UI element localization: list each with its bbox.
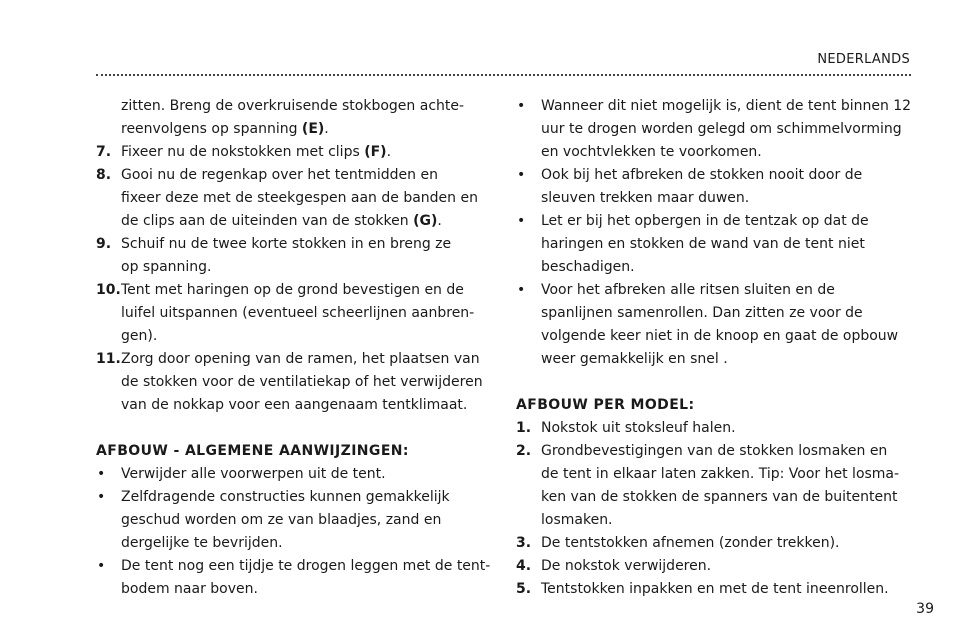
left-column: [96, 95, 496, 601]
item-text: [541, 417, 916, 440]
text-line: [121, 532, 496, 555]
text-segment: ken van de stokken de spanners van de buitentent: [541, 489, 898, 505]
text-segment: de tent in elkaar laten zakken. Tip: Voor het losma-: [541, 466, 900, 482]
text-line: [541, 95, 916, 118]
general-instructions-list: [96, 463, 496, 601]
text-segment: dergelijke te bevrijden.: [121, 535, 283, 551]
text-segment: De nokstok verwijderen.: [541, 558, 712, 574]
item-text: [541, 279, 916, 371]
item-text: [541, 532, 916, 555]
text-segment: fixeer deze met de steekgespen aan de banden en: [121, 190, 478, 206]
text-segment: Nokstok uit stoksleuf halen.: [541, 420, 736, 436]
text-segment: de stokken voor de ventilatiekap of het verwijderen: [121, 374, 483, 390]
item-text: [541, 440, 916, 532]
step-number: 4.: [516, 558, 532, 574]
text-segment: spanlijnen samenrollen. Dan zitten ze voor de: [541, 305, 863, 321]
text-line: [121, 348, 496, 371]
text-segment: sleuven trekken maar duwen.: [541, 190, 750, 206]
text-line: [541, 256, 916, 279]
text-line: [121, 141, 496, 164]
text-segment: geschud worden om ze van blaadjes, zand en: [121, 512, 442, 528]
bullet-icon: •: [517, 213, 526, 229]
text-line: [541, 118, 916, 141]
item-text: [541, 210, 916, 279]
item-text: [121, 463, 496, 486]
text-line: [121, 164, 496, 187]
step-number: 2.: [516, 443, 532, 459]
text-line: [541, 187, 916, 210]
list-item: [516, 440, 916, 532]
bullet-icon: •: [517, 282, 526, 298]
step-number: 10.: [96, 282, 121, 298]
list-item: [96, 233, 496, 279]
text-line: [121, 256, 496, 279]
item-text: [541, 578, 916, 601]
bullet-icon: •: [517, 167, 526, 183]
text-segment: Tentstokken inpakken en met de tent ineenrollen.: [541, 581, 889, 597]
text-line: [121, 325, 496, 348]
text-line: [121, 555, 496, 578]
list-item: [516, 164, 916, 210]
text-segment: Schuif nu de twee korte stokken in en breng ze: [121, 236, 452, 252]
text-segment: .: [386, 144, 392, 160]
item-text: [541, 95, 916, 164]
step-number: 1.: [516, 420, 532, 436]
text-segment: van de nokkap voor een aangenaam tentklimaat.: [121, 397, 468, 413]
text-segment: Verwijder alle voorwerpen uit de tent.: [121, 466, 386, 482]
text-line: [541, 486, 916, 509]
bullet-icon: •: [97, 489, 106, 505]
text-segment: weer gemakkelijk en snel .: [541, 351, 728, 367]
text-segment: uur te drogen worden gelegd om schimmelvorming: [541, 121, 902, 137]
text-line: [541, 578, 916, 601]
text-segment: De tentstokken afnemen (zonder trekken).: [541, 535, 840, 551]
bullet-icon: •: [97, 466, 106, 482]
section-heading-afbouw-per-model: AFBOUW PER MODEL:: [516, 397, 695, 413]
text-segment: volgende keer niet in de knoop en gaat de opbouw: [541, 328, 899, 344]
text-segment: bodem naar boven.: [121, 581, 258, 597]
text-line: [541, 463, 916, 486]
list-item: [516, 279, 916, 371]
step-number: 9.: [96, 236, 112, 252]
text-line: [541, 509, 916, 532]
page-number: 39: [916, 601, 934, 617]
list-item: [516, 555, 916, 578]
text-segment: Tent met haringen op de grond bevestigen en de: [121, 282, 464, 298]
continued-paragraph: [96, 95, 496, 141]
list-item: [516, 210, 916, 279]
list-item: [96, 463, 496, 486]
text-line: [541, 279, 916, 302]
text-line: [541, 532, 916, 555]
text-segment: luifel uitspannen (eventueel scheerlijnen aanbren-: [121, 305, 475, 321]
text-line: reenvolgens op spanning (E).: [121, 121, 329, 137]
text-segment: Gooi nu de regenkap over het tentmidden en: [121, 167, 438, 183]
list-item: [96, 348, 496, 417]
text-line: [541, 210, 916, 233]
list-item: [516, 532, 916, 555]
text-line: [541, 440, 916, 463]
figure-ref: (G): [413, 213, 438, 229]
text-segment: Voor het afbreken alle ritsen sluiten en de: [541, 282, 835, 298]
text-line: [121, 302, 496, 325]
list-item: [516, 95, 916, 164]
text-line: [541, 325, 916, 348]
text-segment: op spanning.: [121, 259, 212, 275]
text-segment: Fixeer nu de nokstokken met clips: [121, 144, 365, 160]
text-line: [541, 417, 916, 440]
list-item: [516, 578, 916, 601]
storage-tips-list: [516, 95, 916, 371]
list-item: [96, 486, 496, 555]
list-item: [516, 417, 916, 440]
bullet-icon: •: [97, 558, 106, 574]
item-text: [541, 555, 916, 578]
step-number: 11.: [96, 351, 121, 367]
text-line: [541, 555, 916, 578]
text-line: [121, 371, 496, 394]
text-segment: gen).: [121, 328, 158, 344]
text-segment: Let er bij het opbergen in de tentzak op dat de: [541, 213, 869, 229]
text-line: [541, 164, 916, 187]
text-line: [121, 509, 496, 532]
text-line: [121, 394, 496, 417]
figure-ref: (F): [364, 144, 387, 160]
text-line: [541, 348, 916, 371]
text-line: [541, 233, 916, 256]
step-number: 5.: [516, 581, 532, 597]
text-line: [121, 210, 496, 233]
text-segment: haringen en stokken de wand van de tent niet: [541, 236, 865, 252]
text-line: [121, 279, 496, 302]
text-segment: Wanneer dit niet mogelijk is, dient de tent binnen 12: [541, 98, 912, 114]
text-segment: Zelfdragende constructies kunnen gemakkelijk: [121, 489, 450, 505]
item-text: [121, 279, 496, 348]
figure-ref: (E): [301, 121, 325, 137]
item-text: [121, 348, 496, 417]
text-line: [541, 141, 916, 164]
disassembly-steps-list: [516, 417, 916, 601]
list-item: [96, 279, 496, 348]
text-segment: Ook bij het afbreken de stokken nooit door de: [541, 167, 863, 183]
text-segment: Grondbevestigingen van de stokken losmaken en: [541, 443, 888, 459]
assembly-steps-list: [96, 141, 496, 417]
list-item: [96, 141, 496, 164]
item-text: [121, 233, 496, 279]
text-segment: de clips aan de uiteinden van de stokken: [121, 213, 414, 229]
language-header: NEDERLANDS: [817, 52, 910, 67]
text-line: [541, 302, 916, 325]
item-text: [121, 555, 496, 601]
list-item: [96, 555, 496, 601]
text-line: [121, 233, 496, 256]
text-segment: Zorg door opening van de ramen, het plaatsen van: [121, 351, 480, 367]
right-column: [516, 95, 916, 601]
dotted-divider: [96, 74, 911, 76]
section-heading-afbouw-algemeen: AFBOUW - ALGEMENE AANWIJZINGEN:: [96, 443, 409, 459]
bullet-icon: •: [517, 98, 526, 114]
text-line: zitten. Breng de overkruisende stokbogen achte-: [121, 98, 465, 114]
step-number: 8.: [96, 167, 112, 183]
item-text: [121, 164, 496, 233]
text-segment: en vochtvlekken te voorkomen.: [541, 144, 762, 160]
text-line: [121, 486, 496, 509]
text-line: [121, 578, 496, 601]
item-text: [121, 486, 496, 555]
step-number: 7.: [96, 144, 112, 160]
text-segment: beschadigen.: [541, 259, 635, 275]
text-segment: .: [437, 213, 442, 229]
text-segment: losmaken.: [541, 512, 613, 528]
text-segment: De tent nog een tijdje te drogen leggen met de tent-: [121, 558, 491, 574]
text-line: [121, 187, 496, 210]
item-text: [121, 141, 496, 164]
step-number: 3.: [516, 535, 532, 551]
list-item: [96, 164, 496, 233]
text-line: [121, 463, 496, 486]
item-text: [541, 164, 916, 210]
